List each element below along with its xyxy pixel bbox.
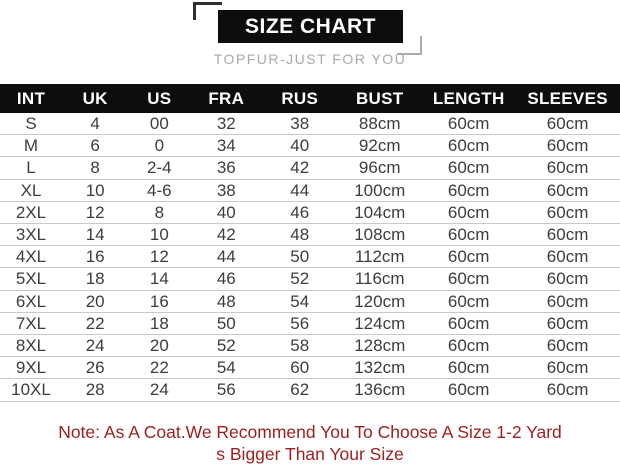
table-cell: 60cm: [515, 113, 620, 135]
table-cell: 92cm: [337, 135, 422, 157]
table-cell: 26: [62, 357, 128, 379]
table-cell: 18: [128, 312, 190, 334]
table-cell: 10: [128, 224, 190, 246]
table-cell: 14: [128, 268, 190, 290]
table-cell: 60cm: [422, 157, 515, 179]
table-cell: 132cm: [337, 357, 422, 379]
table-cell: XL: [0, 179, 62, 201]
table-cell: 3XL: [0, 224, 62, 246]
table-cell: 60cm: [422, 379, 515, 401]
table-cell: 32: [190, 113, 262, 135]
note-line-1: Note: As A Coat.We Recommend You To Choose A Size 1-2 Yard: [58, 422, 562, 442]
table-cell: 14: [62, 224, 128, 246]
table-cell: 60cm: [515, 290, 620, 312]
table-row: [0, 268, 620, 290]
table-cell: 60cm: [515, 224, 620, 246]
table-row: [0, 290, 620, 312]
table-cell: 60cm: [422, 224, 515, 246]
table-cell: 108cm: [337, 224, 422, 246]
table-cell: 22: [62, 312, 128, 334]
page-title-text: SIZE CHART: [245, 14, 376, 38]
table-cell: 44: [190, 246, 262, 268]
size-table: [0, 84, 620, 402]
table-cell: 48: [262, 224, 337, 246]
table-cell: 88cm: [337, 113, 422, 135]
table-row: [0, 224, 620, 246]
table-cell: 60cm: [422, 201, 515, 223]
table-cell: 40: [190, 201, 262, 223]
table-cell: 34: [190, 135, 262, 157]
table-cell: 4: [62, 113, 128, 135]
table-cell: 16: [62, 246, 128, 268]
table-cell: 56: [262, 312, 337, 334]
table-cell: 0: [128, 135, 190, 157]
table-row: [0, 312, 620, 334]
table-cell: 60cm: [515, 268, 620, 290]
table-cell: 104cm: [337, 201, 422, 223]
table-cell: 52: [190, 335, 262, 357]
header-cell: US: [128, 84, 190, 113]
table-cell: 50: [262, 246, 337, 268]
table-cell: 60cm: [515, 246, 620, 268]
table-cell: 18: [62, 268, 128, 290]
table-cell: 42: [262, 157, 337, 179]
table-cell: 00: [128, 113, 190, 135]
table-cell: 60: [262, 357, 337, 379]
table-cell: 24: [62, 335, 128, 357]
table-cell: 20: [128, 335, 190, 357]
header-cell: FRA: [190, 84, 262, 113]
table-cell: 112cm: [337, 246, 422, 268]
table-body: [0, 113, 620, 401]
table-cell: 36: [190, 157, 262, 179]
table-cell: 60cm: [515, 179, 620, 201]
table-cell: 100cm: [337, 179, 422, 201]
table-cell: 54: [190, 357, 262, 379]
table-cell: 58: [262, 335, 337, 357]
table-row: [0, 357, 620, 379]
table-cell: 60cm: [422, 246, 515, 268]
table-cell: 12: [62, 201, 128, 223]
table-cell: 62: [262, 379, 337, 401]
header-cell: RUS: [262, 84, 337, 113]
table-cell: 20: [62, 290, 128, 312]
table-cell: 24: [128, 379, 190, 401]
table-cell: 60cm: [422, 290, 515, 312]
table-cell: 38: [190, 179, 262, 201]
table-cell: L: [0, 157, 62, 179]
header-cell: INT: [0, 84, 62, 113]
table-cell: 2-4: [128, 157, 190, 179]
table-cell: 8: [128, 201, 190, 223]
table-cell: 116cm: [337, 268, 422, 290]
table-cell: 60cm: [422, 113, 515, 135]
table-header-row: [0, 84, 620, 113]
table-cell: 6: [62, 135, 128, 157]
table-cell: 12: [128, 246, 190, 268]
table-cell: M: [0, 135, 62, 157]
header-cell: UK: [62, 84, 128, 113]
table-cell: 60cm: [515, 357, 620, 379]
table-row: [0, 157, 620, 179]
table-cell: 60cm: [515, 312, 620, 334]
table-cell: 10: [62, 179, 128, 201]
table-cell: 50: [190, 312, 262, 334]
table-cell: 22: [128, 357, 190, 379]
table-cell: 6XL: [0, 290, 62, 312]
table-cell: 38: [262, 113, 337, 135]
header-cell: SLEEVES: [515, 84, 620, 113]
table-cell: 60cm: [422, 357, 515, 379]
table-cell: 46: [262, 201, 337, 223]
table-cell: 128cm: [337, 335, 422, 357]
table-cell: 60cm: [515, 201, 620, 223]
note-line-2: s Bigger Than Your Size: [216, 444, 404, 464]
table-cell: 136cm: [337, 379, 422, 401]
table-row: [0, 113, 620, 135]
table-row: [0, 246, 620, 268]
table-cell: 8XL: [0, 335, 62, 357]
table-cell: 16: [128, 290, 190, 312]
header-cell: LENGTH: [422, 84, 515, 113]
table-cell: 52: [262, 268, 337, 290]
table-cell: 40: [262, 135, 337, 157]
table-cell: 10XL: [0, 379, 62, 401]
table-cell: 56: [190, 379, 262, 401]
table-row: [0, 379, 620, 401]
table-cell: 60cm: [422, 335, 515, 357]
table-cell: 7XL: [0, 312, 62, 334]
table-cell: 8: [62, 157, 128, 179]
table-cell: 4XL: [0, 246, 62, 268]
table-cell: 48: [190, 290, 262, 312]
table-cell: 60cm: [422, 312, 515, 334]
table-cell: 42: [190, 224, 262, 246]
table-cell: 46: [190, 268, 262, 290]
table-cell: 9XL: [0, 357, 62, 379]
table-cell: 44: [262, 179, 337, 201]
table-cell: 60cm: [422, 179, 515, 201]
table-cell: 2XL: [0, 201, 62, 223]
table-row: [0, 179, 620, 201]
brand-tagline: TOPFUR-JUST FOR YOU: [213, 51, 407, 67]
table-cell: 60cm: [515, 157, 620, 179]
table-cell: 4-6: [128, 179, 190, 201]
table-cell: 60cm: [422, 268, 515, 290]
table-row: [0, 335, 620, 357]
table-row: [0, 201, 620, 223]
table-cell: 124cm: [337, 312, 422, 334]
table-cell: 60cm: [515, 335, 620, 357]
table-cell: 28: [62, 379, 128, 401]
table-row: [0, 135, 620, 157]
header-cell: BUST: [337, 84, 422, 113]
table-cell: S: [0, 113, 62, 135]
table-cell: 60cm: [422, 135, 515, 157]
note-text: [0, 421, 620, 465]
table-cell: 60cm: [515, 379, 620, 401]
table-cell: 120cm: [337, 290, 422, 312]
page-title: [218, 10, 403, 43]
table-cell: 60cm: [515, 135, 620, 157]
table-cell: 96cm: [337, 157, 422, 179]
table-cell: 54: [262, 290, 337, 312]
table-cell: 5XL: [0, 268, 62, 290]
